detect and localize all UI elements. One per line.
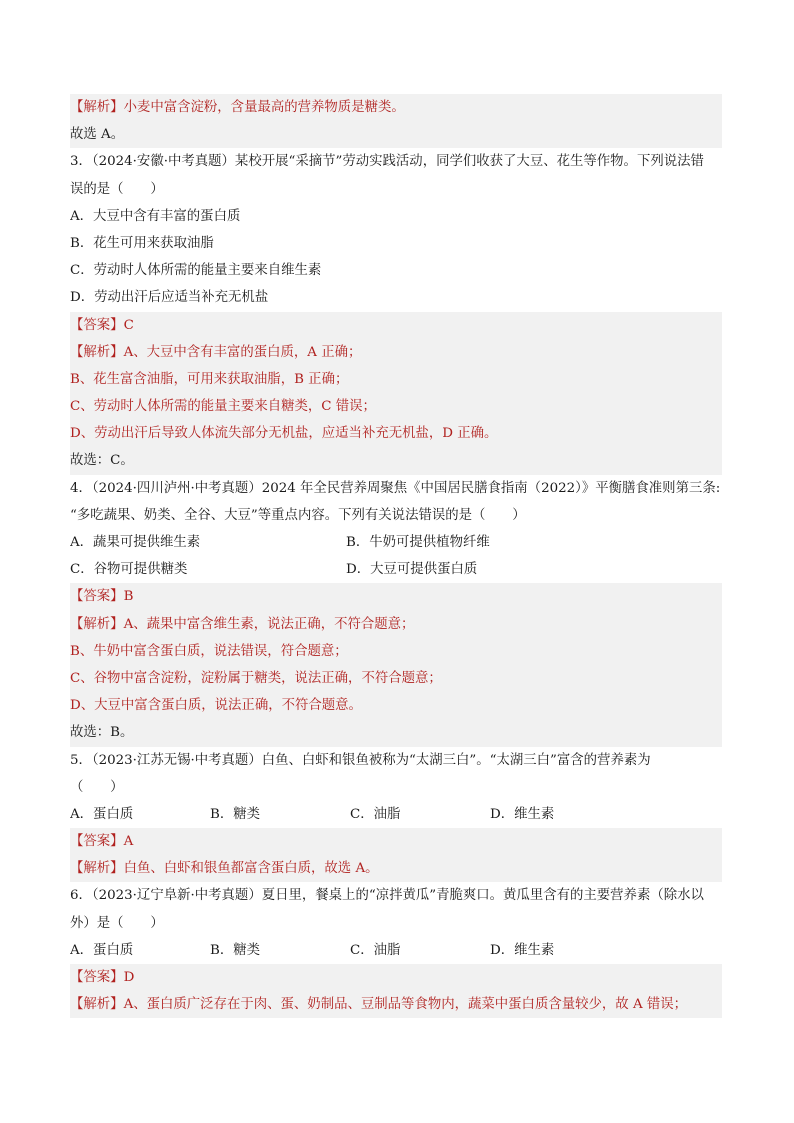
q3-option-b: B．花生可用来获取油脂 bbox=[70, 235, 214, 251]
q4-answer: 【答案】B bbox=[70, 583, 722, 610]
q6-option-b: B．糖类 bbox=[210, 942, 261, 958]
q5-stem: 5．（2023·江苏无锡·中考真题）白鱼、白虾和银鱼被称为“太湖三白”。“太湖三白”富含的营养素为 bbox=[70, 752, 651, 768]
q5-stem-cont: （ ） bbox=[70, 779, 124, 795]
q6-stem: 6．（2023·辽宁阜新·中考真题）夏日里，餐桌上的“凉拌黄瓜”青脆爽口。黄瓜里含有的主要营养素（除水以 bbox=[70, 888, 704, 904]
q4-conclusion: 故选：B。 bbox=[70, 719, 722, 746]
q5-options-row bbox=[70, 801, 722, 828]
q4-stem: 4．（2024·四川泸州·中考真题）2024 年全民营养周聚焦《中国居民膳食指南（2022）》平衡膳食准则第三条: bbox=[70, 480, 721, 496]
q3-analysis-1: 【解析】A、大豆中含有丰富的蛋白质，A 正确； bbox=[70, 339, 722, 366]
q6-option-a: A．蛋白质 bbox=[70, 942, 134, 958]
q4-option-a: A．蔬果可提供维生素 bbox=[70, 535, 201, 550]
q3-option-d: D．劳动出汗后应适当补充无机盐 bbox=[70, 290, 269, 306]
q4-analysis-2: B、牛奶中富含蛋白质，说法错误，符合题意； bbox=[70, 638, 722, 665]
q4-analysis-1: 【解析】A、蔬果中富含维生素，说法正确，不符合题意； bbox=[70, 611, 722, 638]
q4-analysis-4: D、大豆中富含蛋白质，说法正确，不符合题意。 bbox=[70, 692, 722, 719]
document-body bbox=[70, 94, 722, 1018]
q3-stem: 3．（2024·安徽·中考真题）某校开展“采摘节”劳动实践活动，同学们收获了大豆、花生等作物。下列说法错 bbox=[70, 154, 704, 170]
q3-conclusion: 故选：C。 bbox=[70, 447, 722, 474]
q4-stem-cont: “多吃蔬果、奶类、全谷、大豆”等重点内容。下列有关说法错误的是（ ） bbox=[70, 507, 526, 523]
q5-option-a: A．蛋白质 bbox=[70, 806, 134, 822]
q4-option-b: B．牛奶可提供植物纤维 bbox=[346, 535, 490, 550]
q4-option-d: D．大豆可提供蛋白质 bbox=[346, 562, 478, 578]
q3-analysis-4: D、劳动出汗后导致人体流失部分无机盐，应适当补充无机盐，D 正确。 bbox=[70, 420, 722, 447]
q6-stem-cont: 外）是（ ） bbox=[70, 915, 164, 931]
q5-option-d: D．维生素 bbox=[490, 806, 555, 822]
q6-analysis: 【解析】A、蛋白质广泛存在于肉、蛋、奶制品、豆制品等食物内，蔬菜中蛋白质含量较少，故 A 错误； bbox=[70, 991, 722, 1018]
q5-option-b: B．糖类 bbox=[210, 806, 261, 822]
q3-stem-cont: 误的是（ ） bbox=[70, 181, 164, 197]
q4-options-row-1 bbox=[70, 529, 722, 556]
analysis-tag: 【解析】 bbox=[70, 100, 124, 115]
q2-conclusion: 故选 A。 bbox=[70, 121, 722, 148]
q6-option-d: D．维生素 bbox=[490, 942, 555, 958]
q5-analysis: 【解析】白鱼、白虾和银鱼都富含蛋白质，故选 A。 bbox=[70, 855, 722, 882]
q2-analysis: 【解析】小麦中富含淀粉，含量最高的营养物质是糖类。 bbox=[70, 94, 722, 121]
q4-options-row-2 bbox=[70, 556, 722, 583]
q3-analysis-2: B、花生富含油脂，可用来获取油脂，B 正确； bbox=[70, 366, 722, 393]
q3-option-a: A．大豆中含有丰富的蛋白质 bbox=[70, 208, 241, 224]
q4-analysis-3: C、谷物中富含淀粉，淀粉属于糖类，说法正确，不符合题意； bbox=[70, 665, 722, 692]
q6-option-c: C．油脂 bbox=[350, 942, 401, 958]
q6-answer: 【答案】D bbox=[70, 964, 722, 991]
q5-option-c: C．油脂 bbox=[350, 806, 401, 822]
q6-options-row bbox=[70, 937, 722, 964]
q5-answer: 【答案】A bbox=[70, 828, 722, 855]
q3-option-c: C．劳动时人体所需的能量主要来自维生素 bbox=[70, 263, 322, 279]
q3-analysis-3: C、劳动时人体所需的能量主要来自糖类，C 错误； bbox=[70, 393, 722, 420]
q4-option-c: C．谷物可提供糖类 bbox=[70, 562, 188, 578]
q3-answer: 【答案】C bbox=[70, 312, 722, 339]
